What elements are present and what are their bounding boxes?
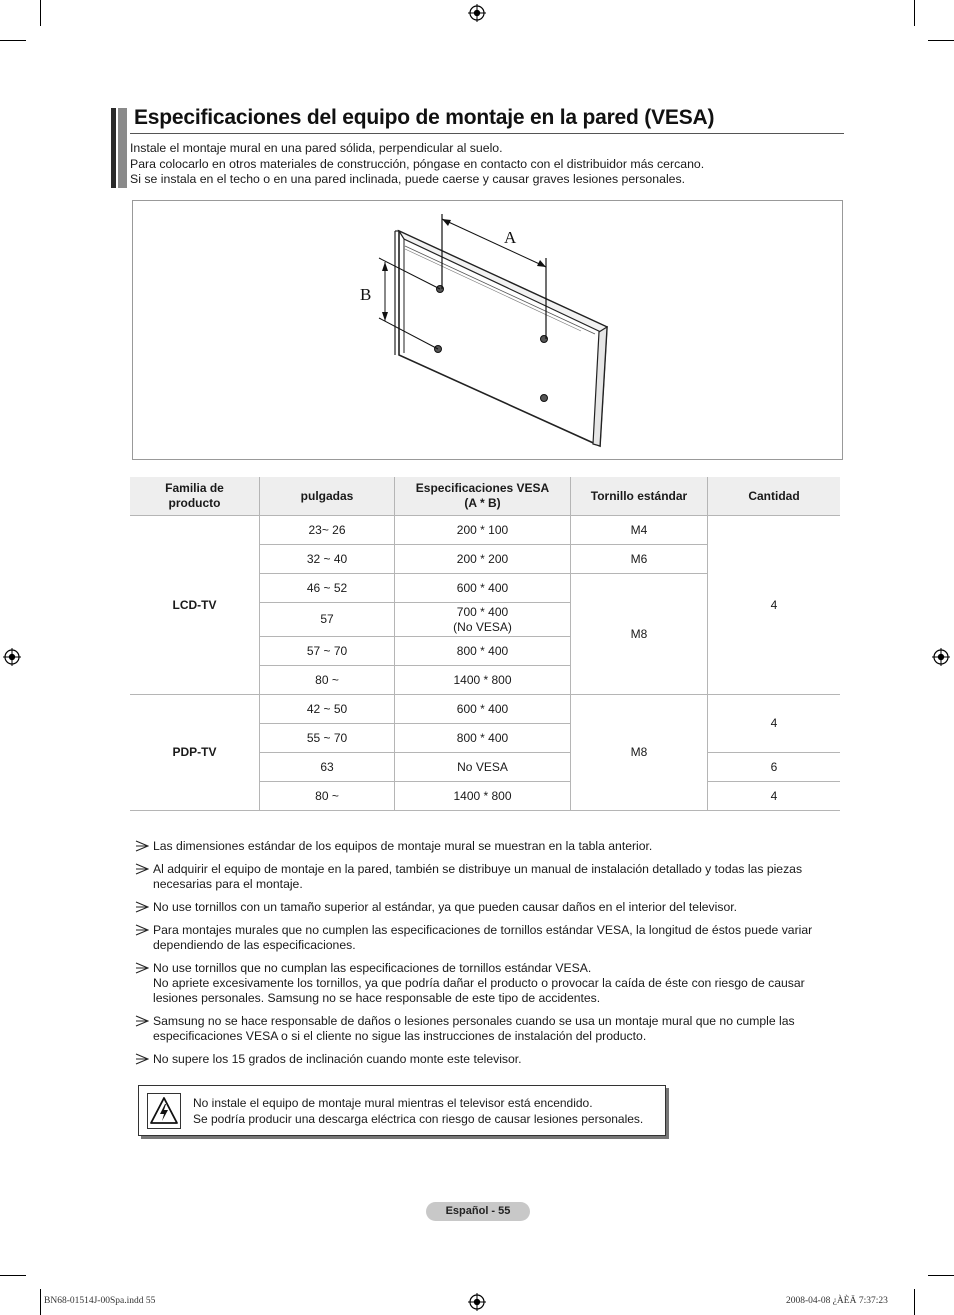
electric-shock-warning-icon bbox=[147, 1093, 181, 1129]
vesa-cell: 800 * 400 bbox=[395, 637, 571, 666]
intro-line: Para colocarlo en otros materiales de construcción, póngase en contacto con el distribuidor más cercano. bbox=[130, 156, 705, 171]
vesa-cell: No VESA bbox=[395, 753, 571, 782]
intro-line: Instale el montaje mural en una pared sólida, perpendicular al suelo. bbox=[130, 141, 503, 155]
quantity-cell: 4 bbox=[708, 695, 841, 753]
notes-list bbox=[135, 839, 835, 1075]
vesa-cell: 200 * 100 bbox=[395, 516, 571, 545]
crop-mark bbox=[928, 1275, 954, 1276]
vesa-cell: 600 * 400 bbox=[395, 695, 571, 724]
list-item: Para montajes murales que no cumplen las especificaciones de tornillos estándar VESA, la longitud de éstos puede variar dependiendo de las especificaciones. bbox=[135, 923, 835, 953]
note-arrow-icon bbox=[135, 924, 149, 936]
intro-line: Si se instala en el techo o en una pared inclinada, puede caerse y causar graves lesiones personales. bbox=[130, 172, 686, 186]
page-number-badge: Español - 55 bbox=[426, 1202, 530, 1221]
warning-box bbox=[138, 1085, 666, 1136]
list-item: No supere los 15 grados de inclinación cuando monte este televisor. bbox=[135, 1052, 835, 1067]
crop-mark bbox=[914, 0, 915, 26]
title-divider bbox=[130, 133, 844, 134]
page-title: Especificaciones del equipo de montaje en la pared (VESA) bbox=[134, 106, 715, 129]
column-header-inches: pulgadas bbox=[260, 477, 395, 516]
table-header-row bbox=[130, 477, 840, 516]
section-marker-bar bbox=[111, 108, 127, 188]
vesa-cell: 200 * 200 bbox=[395, 545, 571, 574]
inches-cell: 32 ~ 40 bbox=[260, 545, 395, 574]
inches-cell: 42 ~ 50 bbox=[260, 695, 395, 724]
screw-cell: M4 bbox=[571, 516, 708, 545]
vesa-cell: 800 * 400 bbox=[395, 724, 571, 753]
screw-cell: M8 bbox=[571, 574, 708, 695]
dimension-a-label: A bbox=[504, 228, 517, 247]
quantity-cell: 4 bbox=[708, 782, 841, 811]
list-item: No use tornillos que no cumplan las especificaciones de tornillos estándar VESA. No apriete excesivamente los tornillos, ya que podría dañar el producto o provocar la caída de éste con riesgo de causar lesiones personales. Samsung no se hace responsable de este tipo de accidentes. bbox=[135, 961, 835, 1007]
table-row bbox=[130, 516, 840, 545]
table-row bbox=[130, 695, 840, 724]
registration-mark-icon bbox=[468, 1293, 486, 1311]
crop-mark bbox=[0, 1275, 26, 1276]
note-arrow-icon bbox=[135, 1053, 149, 1065]
note-arrow-icon bbox=[135, 1015, 149, 1027]
vesa-cell: 700 * 400 (No VESA) bbox=[395, 603, 571, 637]
crop-mark bbox=[40, 1289, 41, 1315]
screw-cell: M6 bbox=[571, 545, 708, 574]
inches-cell: 55 ~ 70 bbox=[260, 724, 395, 753]
inches-cell: 80 ~ bbox=[260, 666, 395, 695]
inches-cell: 57 ~ 70 bbox=[260, 637, 395, 666]
quantity-cell: 4 bbox=[708, 516, 841, 695]
family-cell-lcd: LCD-TV bbox=[130, 516, 260, 695]
note-arrow-icon bbox=[135, 901, 149, 913]
dimension-b-label: B bbox=[360, 285, 372, 304]
tv-back-illustration bbox=[133, 201, 842, 459]
crop-mark bbox=[0, 40, 26, 41]
family-cell-pdp: PDP-TV bbox=[130, 695, 260, 811]
vesa-cell: 600 * 400 bbox=[395, 574, 571, 603]
registration-mark-icon bbox=[468, 4, 486, 22]
vesa-cell: 1400 * 800 bbox=[395, 666, 571, 695]
column-header-vesa: Especificaciones VESA (A * B) bbox=[395, 477, 571, 516]
inches-cell: 80 ~ bbox=[260, 782, 395, 811]
inches-cell: 57 bbox=[260, 603, 395, 637]
column-header-screw: Tornillo estándar bbox=[571, 477, 708, 516]
column-header-family: Familia de producto bbox=[130, 477, 260, 516]
file-slug: BN68-01514J-00Spa.indd 55 bbox=[44, 1296, 156, 1306]
note-arrow-icon bbox=[135, 863, 149, 875]
vesa-spec-table bbox=[130, 477, 840, 811]
column-header-quantity: Cantidad bbox=[708, 477, 841, 516]
inches-cell: 63 bbox=[260, 753, 395, 782]
warning-text: No instale el equipo de montaje mural mientras el televisor está encendido. Se podría producir una descarga eléctrica con riesgo de causar lesiones personales. bbox=[193, 1096, 644, 1126]
screw-cell: M8 bbox=[571, 695, 708, 811]
crop-mark bbox=[40, 0, 41, 26]
note-arrow-icon bbox=[135, 840, 149, 852]
registration-mark-icon bbox=[3, 648, 21, 666]
vesa-cell: 1400 * 800 bbox=[395, 782, 571, 811]
inches-cell: 46 ~ 52 bbox=[260, 574, 395, 603]
intro-text bbox=[130, 141, 704, 188]
list-item: No use tornillos con un tamaño superior al estándar, ya que pueden causar daños en el interior del televisor. bbox=[135, 900, 835, 915]
registration-mark-icon bbox=[932, 648, 950, 666]
wall-mount-diagram bbox=[132, 200, 843, 460]
crop-mark bbox=[928, 40, 954, 41]
inches-cell: 23~ 26 bbox=[260, 516, 395, 545]
list-item: Al adquirir el equipo de montaje en la pared, también se distribuye un manual de instalación detallado y todas las piezas necesarias para el montaje. bbox=[135, 862, 835, 892]
quantity-cell: 6 bbox=[708, 753, 841, 782]
list-item: Samsung no se hace responsable de daños o lesiones personales cuando se usa un montaje mural que no cumple las especificaciones VESA o si el cliente no sigue las instrucciones de instalación del producto. bbox=[135, 1014, 835, 1044]
date-slug: 2008-04-08 ¿ÀÈÄ 7:37:23 bbox=[786, 1296, 888, 1306]
note-arrow-icon bbox=[135, 962, 149, 974]
list-item: Las dimensiones estándar de los equipos de montaje mural se muestran en la tabla anterior. bbox=[135, 839, 835, 854]
crop-mark bbox=[914, 1289, 915, 1315]
